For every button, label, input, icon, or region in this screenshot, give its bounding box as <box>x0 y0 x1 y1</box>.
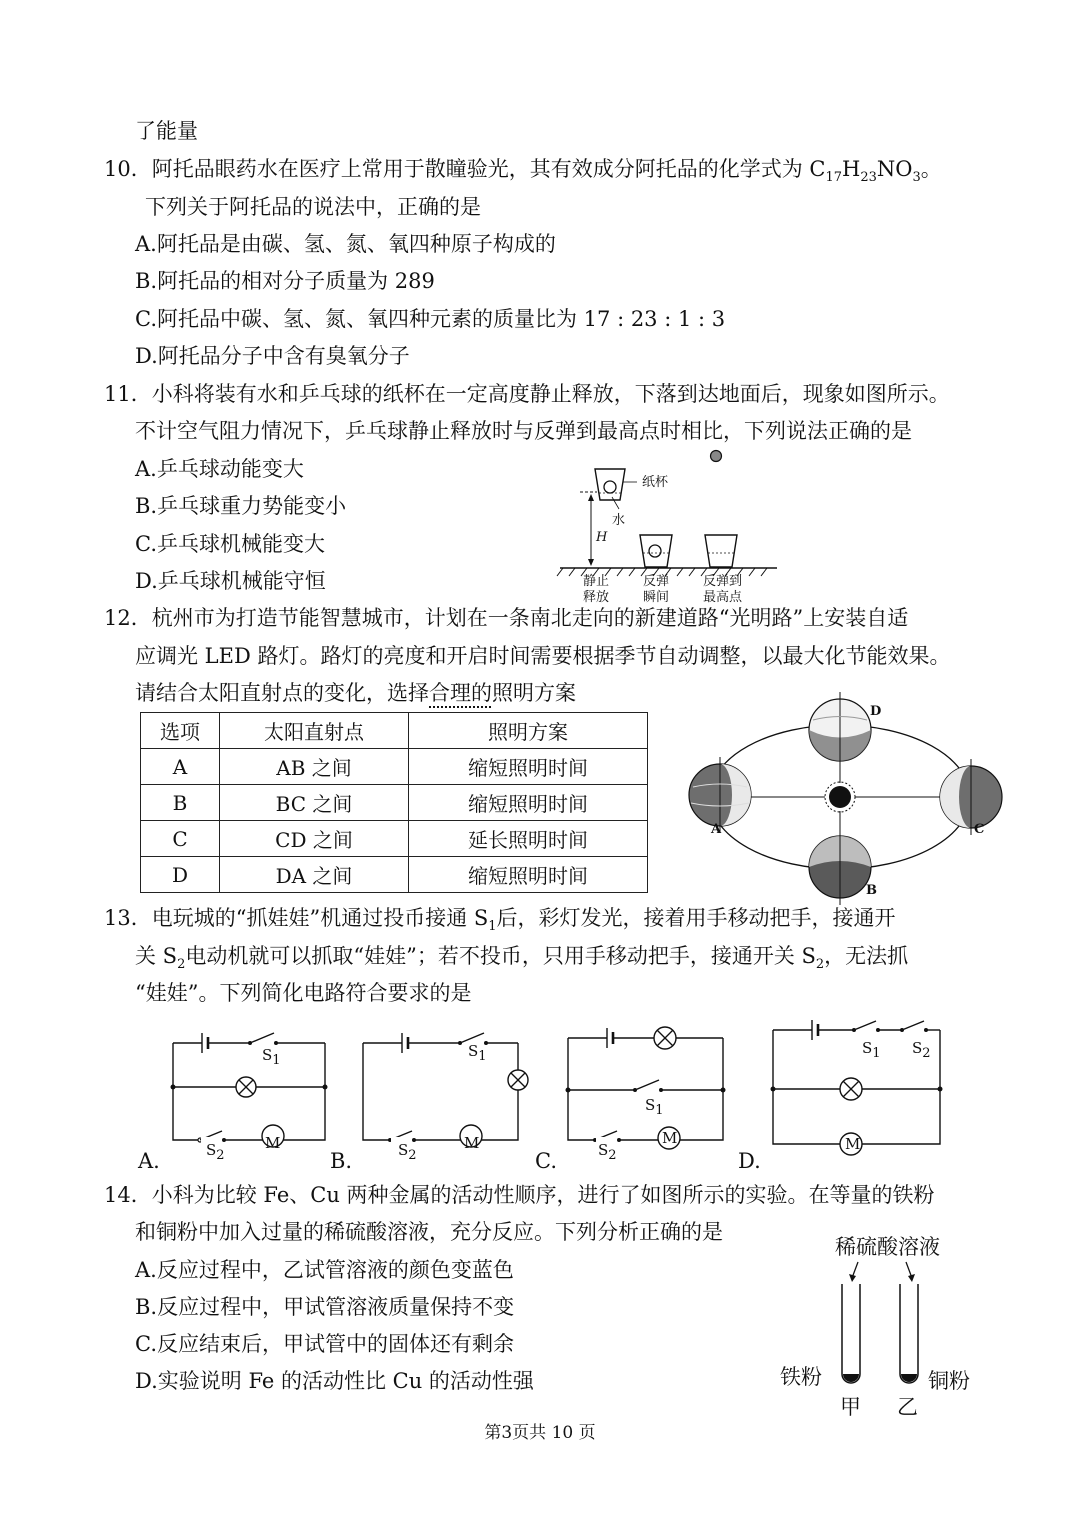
q11-option-c: C.乒乓球机械能变大 <box>135 532 325 556</box>
q11-stem: 11．小科将装有水和乒乓球的纸杯在一定高度静止释放，下落到达地面后，现象如图所示。 <box>104 382 950 406</box>
orbit-label-b: B <box>866 883 877 898</box>
q11-option-b: B.乒乓球重力势能变小 <box>135 494 347 518</box>
q12-stem-3: 请结合太阳直射点的变化，选择合理的照明方案 <box>135 681 576 705</box>
q13-stem: 13．电玩城的“抓娃娃”机通过投币接通 $S_1$后，彩灯发光，接着用手移动把手，接通开 <box>104 906 896 935</box>
q13-stem-2: 关 $S_2$电动机就可以抓取“娃娃”；若不投币，只用手移动把手，接通开关 $S_2$，无法抓 <box>135 944 909 973</box>
circuit-c <box>565 1020 735 1145</box>
switch-label: $S_1$ <box>262 1046 281 1068</box>
table-cell: A <box>141 749 220 785</box>
table-cell: DA 之间 <box>220 857 409 893</box>
table-row <box>141 749 648 785</box>
q12-options-table <box>140 712 648 893</box>
switch-label: $S_2$ <box>598 1141 617 1163</box>
orbit-label-d: D <box>870 704 882 719</box>
q10-option-c: C.阿托品中碳、氢、氮、氧四种元素的质量比为 17 : 23 : 1 : 3 <box>135 307 726 331</box>
circuit-a <box>170 1025 330 1145</box>
highest-label-1: 反弹到 <box>703 574 743 589</box>
page-footer: 第3页共 10 页 <box>484 1423 596 1443</box>
orbit-label-a: A <box>711 822 722 837</box>
switch-label: $S_1$ <box>862 1039 881 1061</box>
switch-label: $S_2$ <box>398 1141 417 1163</box>
motor-label: M <box>845 1135 861 1153</box>
q12-stem: 12．杭州市为打造节能智慧城市，计划在一条南北走向的新建道路“光明路”上安装自适 <box>104 606 909 630</box>
acid-label: 稀硫酸溶液 <box>835 1235 940 1259</box>
orbit-label-c: C <box>974 822 985 837</box>
table-cell: AB 之间 <box>220 749 409 785</box>
tube-jia-label: 甲 <box>840 1395 861 1419</box>
table-header: 太阳直射点 <box>220 713 409 749</box>
height-label: H <box>596 530 608 545</box>
q14-option-b: B.反应过程中，甲试管溶液质量保持不变 <box>135 1295 515 1319</box>
table-cell: BC 之间 <box>220 785 409 821</box>
q14-stem: 14．小科为比较 Fe、Cu 两种金属的活动性顺序，进行了如图所示的实验。在等量的铁粉 <box>104 1183 935 1207</box>
table-row <box>141 785 648 821</box>
tube-yi-label: 乙 <box>897 1395 918 1419</box>
copper-powder-label: 铜粉 <box>928 1369 970 1393</box>
earth-b <box>809 829 871 905</box>
table-cell: B <box>141 785 220 821</box>
iron-powder-label: 铁粉 <box>780 1365 822 1389</box>
q13-stem-3: “娃娃”。下列简化电路符合要求的是 <box>135 981 472 1005</box>
q10-stem: 10．阿托品眼药水在医疗上常用于散瞳验光，其有效成分阿托品的化学式为 $C_{17}H_{23}NO_3$。 <box>104 157 942 186</box>
prev-question-tail: 了能量 <box>135 119 198 143</box>
switch-label: $S_1$ <box>468 1042 487 1064</box>
q14-stem-2: 和铜粉中加入过量的稀硫酸溶液，充分反应。下列分析正确的是 <box>135 1220 723 1244</box>
q10-stem-2: 下列关于阿托品的说法中，正确的是 <box>145 195 481 219</box>
table-cell: C <box>141 821 220 857</box>
table-cell: 延长照明时间 <box>409 821 648 857</box>
table-header: 选项 <box>141 713 220 749</box>
table-cell: D <box>141 857 220 893</box>
table-row <box>141 821 648 857</box>
table-header-row <box>141 713 648 749</box>
earth-c <box>940 759 1002 835</box>
q14-option-a: A.反应过程中，乙试管溶液的颜色变蓝色 <box>135 1258 514 1282</box>
earth-orbit-diagram <box>685 695 1005 900</box>
circuit-option-b: B. <box>330 1149 353 1173</box>
table-header: 照明方案 <box>409 713 648 749</box>
table-cell: 缩短照明时间 <box>409 857 648 893</box>
test-tubes-figure <box>830 1258 940 1393</box>
table-cell: 缩短照明时间 <box>409 749 648 785</box>
switch-label: $S_2$ <box>912 1039 931 1061</box>
circuit-b <box>360 1025 530 1145</box>
circuit-option-d: D. <box>738 1149 761 1173</box>
q11-stem-2: 不计空气阻力情况下，乒乓球静止释放时与反弹到最高点时相比，下列说法正确的是 <box>135 419 912 443</box>
table-row <box>141 857 648 893</box>
q11-option-a: A.乒乓球动能变大 <box>135 457 304 481</box>
highest-label-2: 最高点 <box>703 590 743 605</box>
emphasis-text: 合理的 <box>429 681 492 705</box>
q10-option-b: B.阿托品的相对分子质量为 289 <box>135 269 435 293</box>
release-label-1: 静止 <box>583 574 610 589</box>
release-label-2: 释放 <box>583 590 610 605</box>
water-label: 水 <box>612 513 626 528</box>
motor-label: M <box>265 1134 281 1152</box>
cup-label: 纸杯 <box>642 475 669 490</box>
table-cell: CD 之间 <box>220 821 409 857</box>
earth-d <box>809 692 871 768</box>
q12-stem-2: 应调光 LED 路灯。路灯的亮度和开启时间需要根据季节自动调整，以最大化节能效果。 <box>135 644 951 668</box>
circuit-option-c: C. <box>535 1149 557 1173</box>
q14-option-d: D.实验说明 Fe 的活动性比 Cu 的活动性强 <box>135 1369 534 1393</box>
q10-option-d: D.阿托品分子中含有臭氧分子 <box>135 344 410 368</box>
q14-option-c: C.反应结束后，甲试管中的固体还有剩余 <box>135 1332 514 1356</box>
rebound-label-2: 瞬间 <box>643 590 670 605</box>
circuit-option-a: A. <box>138 1149 160 1173</box>
q10-option-a: A.阿托品是由碳、氢、氮、氧四种原子构成的 <box>135 232 556 256</box>
motor-label: M <box>464 1134 480 1152</box>
q11-option-d: D.乒乓球机械能守恒 <box>135 569 326 593</box>
switch-label: $S_2$ <box>206 1141 225 1163</box>
switch-label: $S_1$ <box>645 1096 664 1118</box>
rebound-label-1: 反弹 <box>643 574 670 589</box>
motor-label: M <box>662 1129 678 1147</box>
table-cell: 缩短照明时间 <box>409 785 648 821</box>
